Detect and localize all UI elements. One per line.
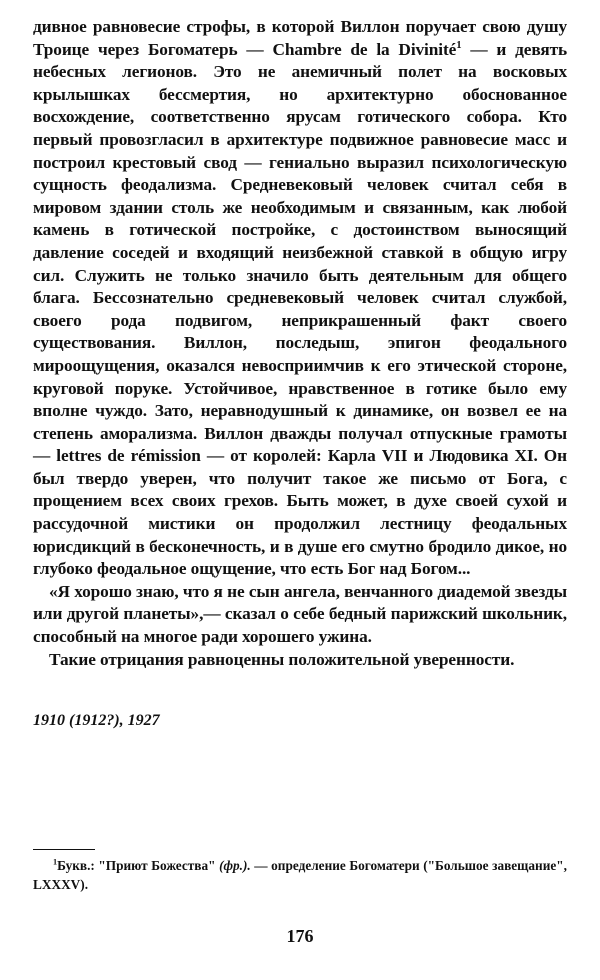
paragraph-2: «Я хорошо знаю, что я не сын ангела, венчанного диадемой звезды или другой планеты»,— сказал о себе бедный парижский школьник, способный на многое ради хорошего ужина. (33, 581, 567, 647)
paragraph-1-text-before-note: дивное равновесие строфы, в которой Виллон поручает свою душу Троице через Богоматерь — Chambre de la Divinité (33, 17, 567, 59)
paragraph-3: Такие отрицания равноценны положительной уверенности. (49, 649, 515, 669)
page-number: 176 (286, 926, 314, 946)
footnote-mark: 1 (53, 857, 58, 867)
footnote-text-after: — определение Богоматери ("Большое завещание", LXXXV). (33, 858, 567, 892)
main-text (33, 16, 567, 671)
footnote (33, 856, 567, 894)
footnote-language-abbrev: (фр.). (219, 858, 251, 873)
paragraph-1-text-after-note: — и девять небесных легионов. Это не анемичный полет на восковых крылышках бессмертия, но архитектурно обоснованное восхождение, соответственно ярусам готического собора. Кто первый провозгласил в архитектуре подвижное равновесие масс и построил крестовый свод — гениально выразил психологическую сущность феодализма. Средневековый человек считал себя в мировом здании столь же необходимым и связанным, как любой камень в готической постройке, с достоинством выносящий давление соседей и входящий неизбежной ставкой в общую игру сил. Служить не только значило быть деятельным для общего блага. Бессознательно средневековый человек считал службой, своего рода подвигом, неприкрашенный факт своего существования. Виллон, последыш, эпигон феодального мироощущения, оказался невосприимчив к его этической стороне, круговой поруке. Устойчивое, нравственное в готике было ему вполне чуждо. Зато, неравнодушный к динамике, он возвел ее на степень аморализма. Виллон дважды получал отпускные грамоты — lettres de rémission — от королей: Карла VII и Людовика XI. Он был твердо уверен, что получит такое же письмо от Бога, с прощением всех своих грехов. Быть может, в духе своей сухой и рассудочной мистики он продолжил лестницу феодальных юрисдикций в бесконечность, и в душе его смутно бродило дикое, но глубоко феодальное ощущение, что есть Бог над Богом... (33, 39, 568, 579)
footnote-reference-mark: 1 (456, 38, 462, 51)
paragraph-1 (33, 16, 567, 581)
composition-dates: 1910 (1912?), 1927 (33, 712, 160, 729)
footnote-divider (33, 849, 95, 850)
footnote-text-before: Букв.: "Приют Божества" (57, 858, 220, 873)
